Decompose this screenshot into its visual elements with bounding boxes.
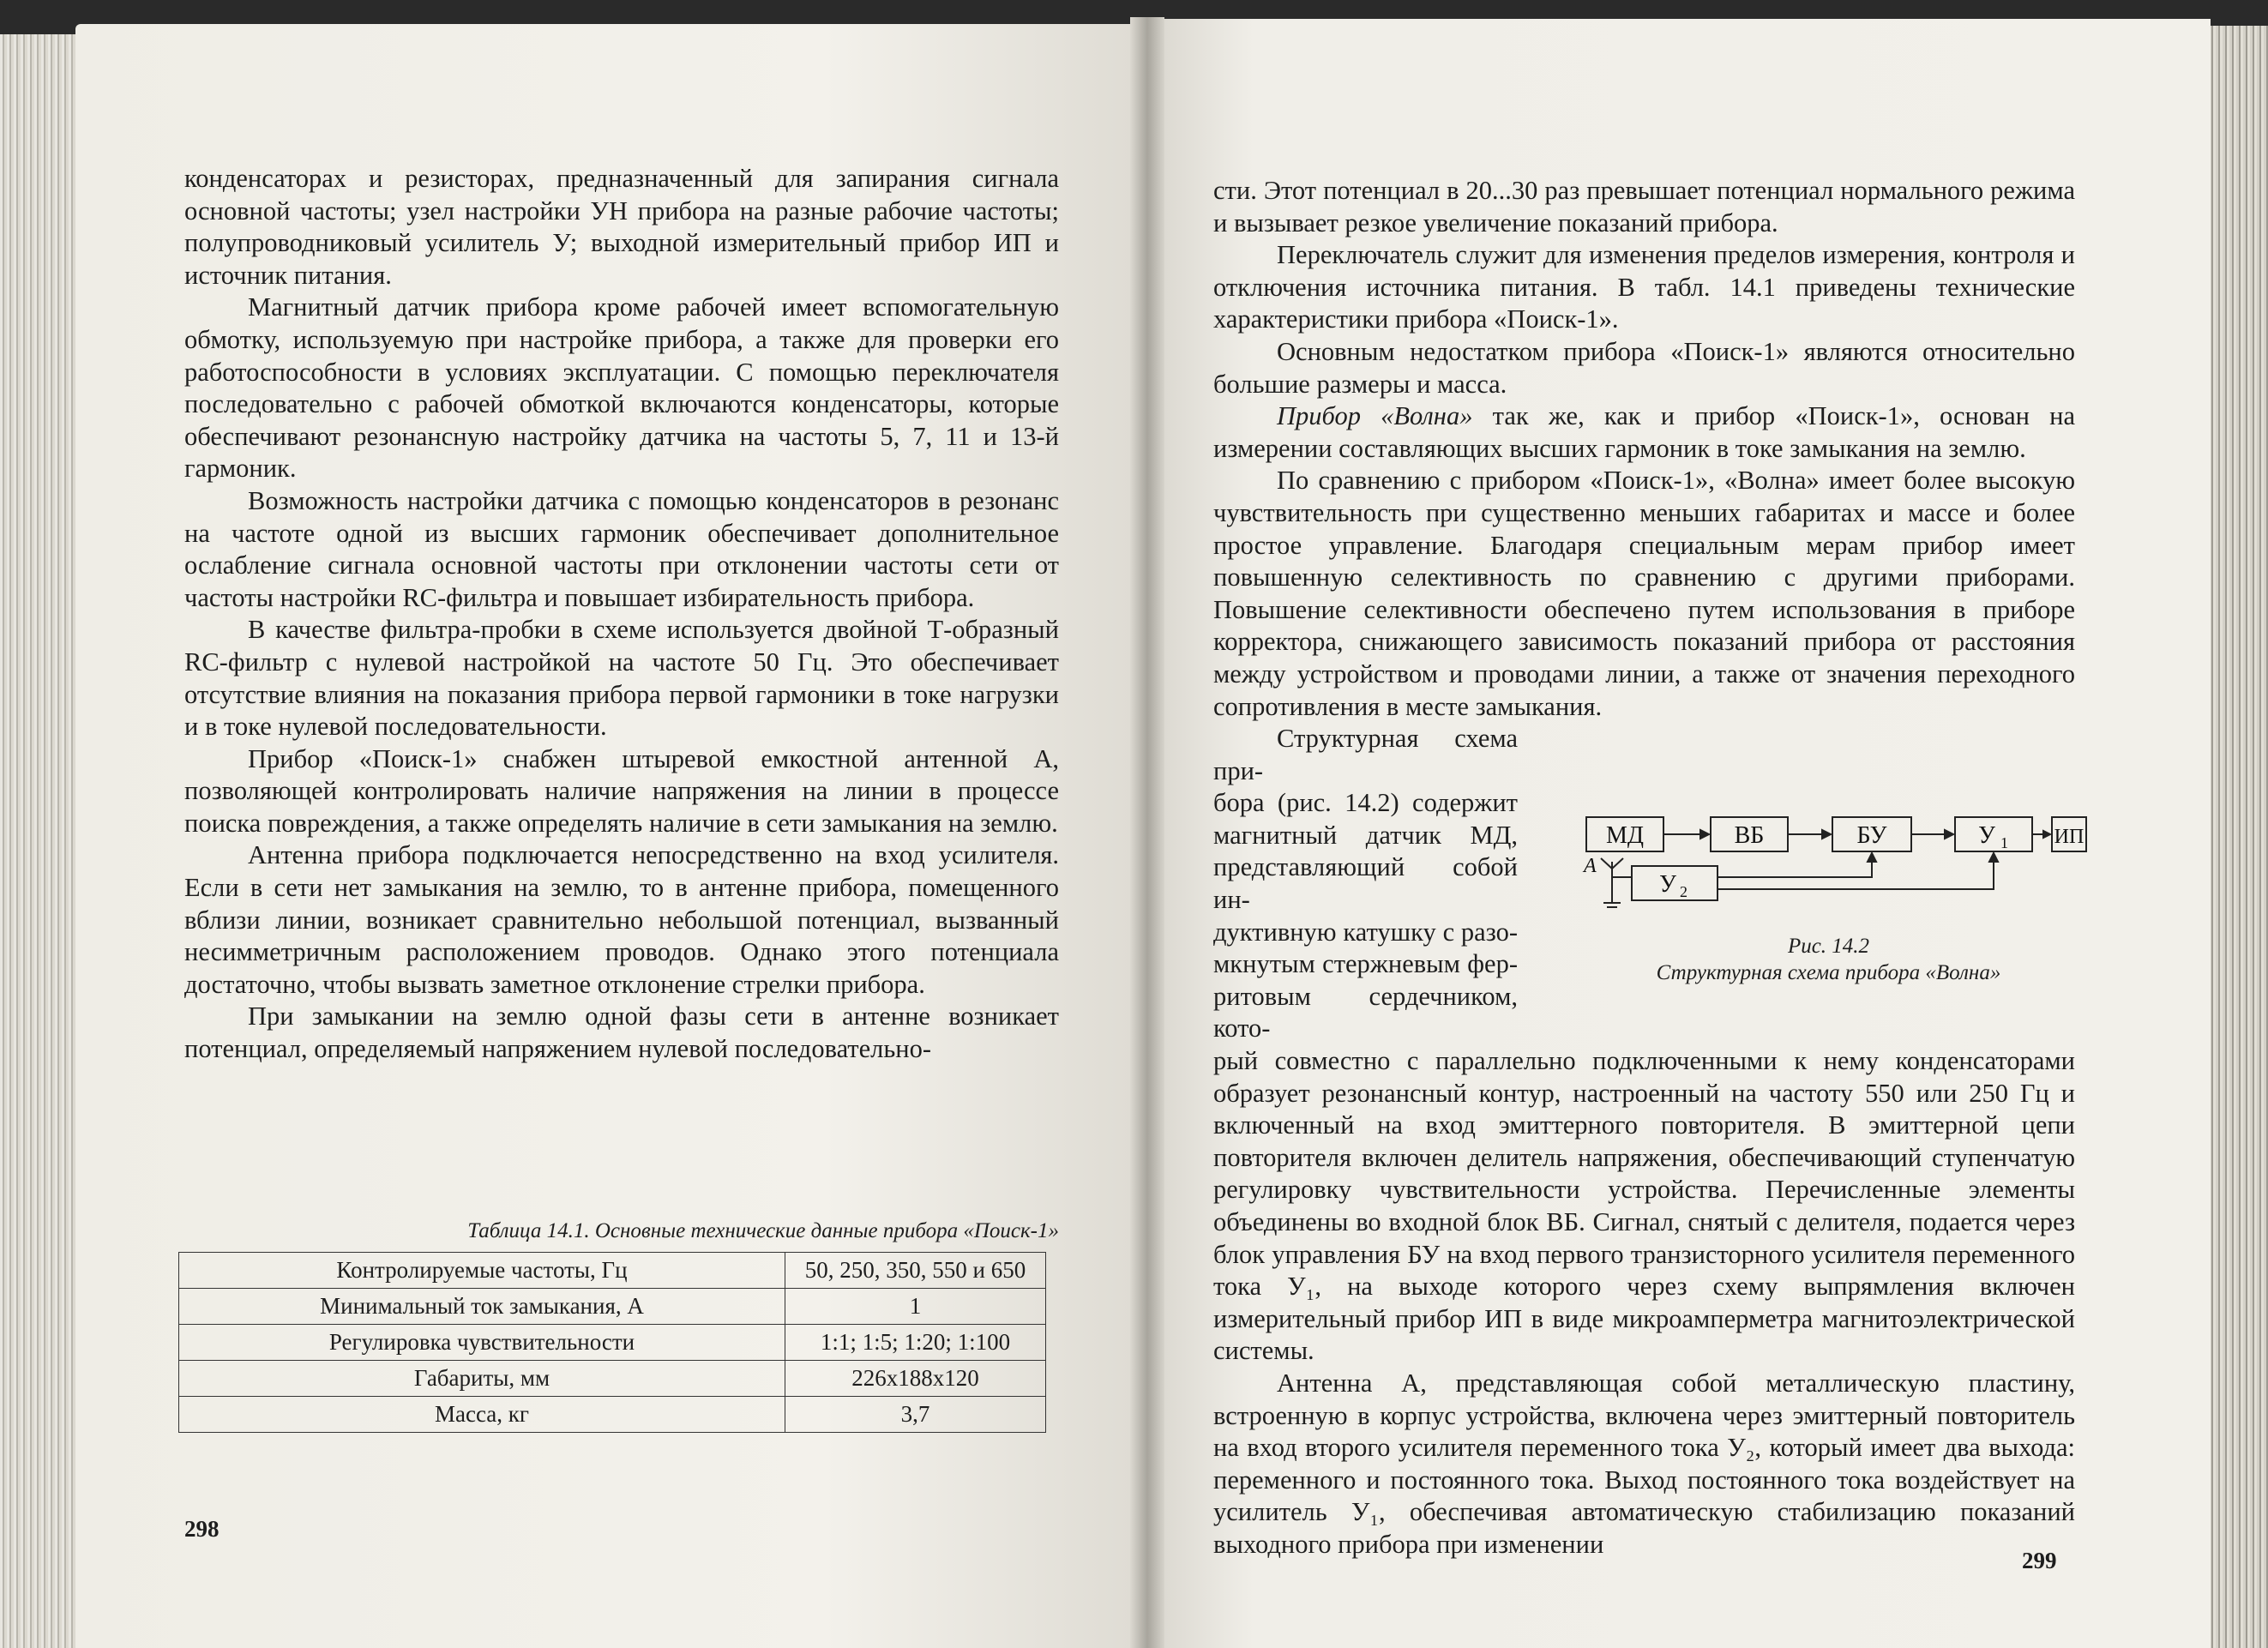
paragraph: Основным недостатком прибора «Поиск-1» являются относительно большие размеры и масса.	[1213, 336, 2075, 399]
table-row	[179, 1253, 1046, 1289]
wrapped-text-block	[1213, 723, 1518, 1045]
table-cell-value: 3,7	[785, 1397, 1046, 1433]
table-cell-param: Регулировка чувствительности	[179, 1325, 785, 1361]
label-u1-sub: 1	[2000, 834, 2008, 851]
page-number-right: 299	[2022, 1548, 2057, 1573]
table-row	[179, 1397, 1046, 1433]
table-cell-param: Контролируемые частоты, Гц	[179, 1253, 785, 1289]
wrap-line: дуктивную катушку с разо-	[1213, 917, 1518, 947]
wrap-line: ритовым сердечником, кото-	[1213, 981, 1518, 1044]
paragraph: конденсаторах и резисторах, предназначенный для запирания сигнала основной частоты; узел настройки УН прибора на разные рабочие частоты; полупроводниковый усилитель У; выходной измерительный прибор ИП и источник питания.	[184, 164, 1059, 290]
italic-lead: Прибор «Волна»	[1277, 401, 1473, 431]
book-gutter	[1130, 17, 1164, 1648]
paragraph: сти. Этот потенциал в 20...30 раз превышает потенциал нормального режима и вызывает резкое увеличение показаний прибора.	[1213, 176, 2075, 238]
block-diagram	[1582, 802, 2088, 922]
page-edges-left	[0, 34, 81, 1648]
table-row	[179, 1289, 1046, 1325]
label-u2-sub: 2	[1680, 883, 1687, 900]
figure-caption-title: Структурная схема прибора «Волна»	[1656, 961, 2001, 984]
table-cell-value: 50, 250, 350, 550 и 650	[785, 1253, 1046, 1289]
label-u2: У	[1659, 871, 1676, 898]
paragraph: рый совместно с параллельно подключенными к нему конденсаторами образует резонансный контур, настроенный на частоту 550 или 250 Гц и включенный на вход эмиттерного повторителя. В эмиттерной цепи повторителя включен делитель напряжения, обеспечивающий ступенчатую регулировку чувствительности устройства. Перечисленные элементы объединены во входной блок ВБ. Сигнал, снятый с делителя, подается через блок управления БУ на вход первого транзисторного усилителя переменного тока У₁, на выходе которого через схему выпрямления включен измерительный прибор ИП в виде микроамперметра магнитоэлектрической системы.	[1213, 1046, 2075, 1366]
paragraph: В качестве фильтра-пробки в схеме используется двойной Т-образный RC-фильтр с нулевой настройкой на частоте 50 Гц. Это обеспечивает отсутствие влияния на показания прибора первой гармоники в токе нагрузки и в токе нулевой последовательности.	[184, 615, 1059, 742]
paragraph: Переключатель служит для изменения пределов измерения, контроля и отключения источника питания. В табл. 14.1 приведены технические характеристики прибора «Поиск-1».	[1213, 240, 2075, 334]
paragraph: Возможность настройки датчика с помощью конденсаторов в резонанс на частоте одной из высших гармоник обеспечивает дополнительное ослабление сигнала основной частоты при отклонении частоты сети от частоты настройки RC-фильтра и повышает избирательность прибора.	[184, 485, 1059, 612]
wrap-line: бора (рис. 14.2) содержит	[1213, 788, 1518, 818]
table-cell-param: Минимальный ток замыкания, А	[179, 1289, 785, 1325]
label-bu: БУ	[1856, 822, 1887, 849]
specs-table	[178, 1252, 1046, 1433]
paragraph-rest: так же, как и прибор «Поиск-1», основан на измерении составляющих высших гармоник в токе замыкания на землю.	[1213, 401, 2076, 463]
paragraph: Антенна А, представляющая собой металлическую пластину, встроенную в корпус устройства, включена через эмиттерный повторитель на вход второго усилителя переменного тока У₂, который имеет два выхода: переменного и постоянного тока. Выход постоянного тока воздействует на усилитель У₁, обеспечивая автоматическую стабилизацию показаний выходного прибора при изменении	[1213, 1368, 2075, 1559]
figure-caption	[1582, 933, 2075, 986]
left-page-text	[184, 163, 1059, 1066]
page-number-left: 298	[184, 1516, 220, 1542]
table-row	[179, 1325, 1046, 1361]
paragraph	[1213, 400, 2075, 465]
table-cell-value: 1	[785, 1289, 1046, 1325]
wrap-line: Структурная схема при-	[1213, 724, 1518, 785]
label-antenna: А	[1584, 855, 1597, 877]
table-caption: Таблица 14.1. Основные технические данные прибора «Поиск-1»	[467, 1219, 1059, 1242]
table-cell-value: 1:1; 1:5; 1:20; 1:100	[785, 1325, 1046, 1361]
table-row	[179, 1361, 1046, 1397]
table-cell-value: 226x188x120	[785, 1361, 1046, 1397]
paragraph: По сравнению с прибором «Поиск-1», «Волна» имеет более высокую чувствительность при существенно меньших габаритах и массе и более простое управление. Благодаря специальным мерам прибор имеет повышенную селективность по сравнению с другими приборами. Повышение селективности обеспечено путем использования в приборе корректора, снижающего зависимость показаний прибора от расстояния между устройством и проводами линии, а также от значения переходного сопротивления в месте замыкания.	[1213, 466, 2075, 721]
label-vb: ВБ	[1734, 822, 1765, 849]
label-ip: ИП	[2054, 826, 2085, 848]
wrap-line: представляющий собой ин-	[1213, 852, 1518, 915]
paragraph: Прибор «Поиск-1» снабжен штыревой емкостной антенной А, позволяющей контролировать наличие напряжения на линии в процессе поиска повреждения, а также определять наличие в сети замыкания на землю.	[184, 743, 1059, 838]
label-md: МД	[1606, 822, 1644, 849]
table-cell-param: Масса, кг	[179, 1397, 785, 1433]
table-cell-param: Габариты, мм	[179, 1361, 785, 1397]
paragraph: Антенна прибора подключается непосредственно на вход усилителя. Если в сети нет замыкания на землю, то в антенне прибора, помещенного вблизи линии, возникает сравнительно небольшой потенциал, вызванный несимметричным расположением проводов. Однако этого потенциала достаточно, чтобы вызвать заметное отклонение стрелки прибора.	[184, 840, 1059, 999]
paragraph: При замыкании на землю одной фазы сети в антенне возникает потенциал, определяемый напряжением нулевой последовательно-	[184, 1001, 1059, 1064]
wrap-line: магнитный датчик МД,	[1213, 820, 1518, 850]
label-u1: У	[1978, 822, 1995, 849]
figure-caption-number: Рис. 14.2	[1787, 935, 1870, 958]
wrap-line: мкнутым стержневым фер-	[1213, 949, 1518, 979]
paragraph: Магнитный датчик прибора кроме рабочей имеет вспомогательную обмотку, используемую при настройке прибора, а также для проверки его работоспособности в условиях эксплуатации. С помощью переключателя последовательно с рабочей обмоткой включаются конденсаторы, которые обеспечивают резонансную настройку датчика на частоты 5, 7, 11 и 13-й гармоник.	[184, 292, 1059, 484]
